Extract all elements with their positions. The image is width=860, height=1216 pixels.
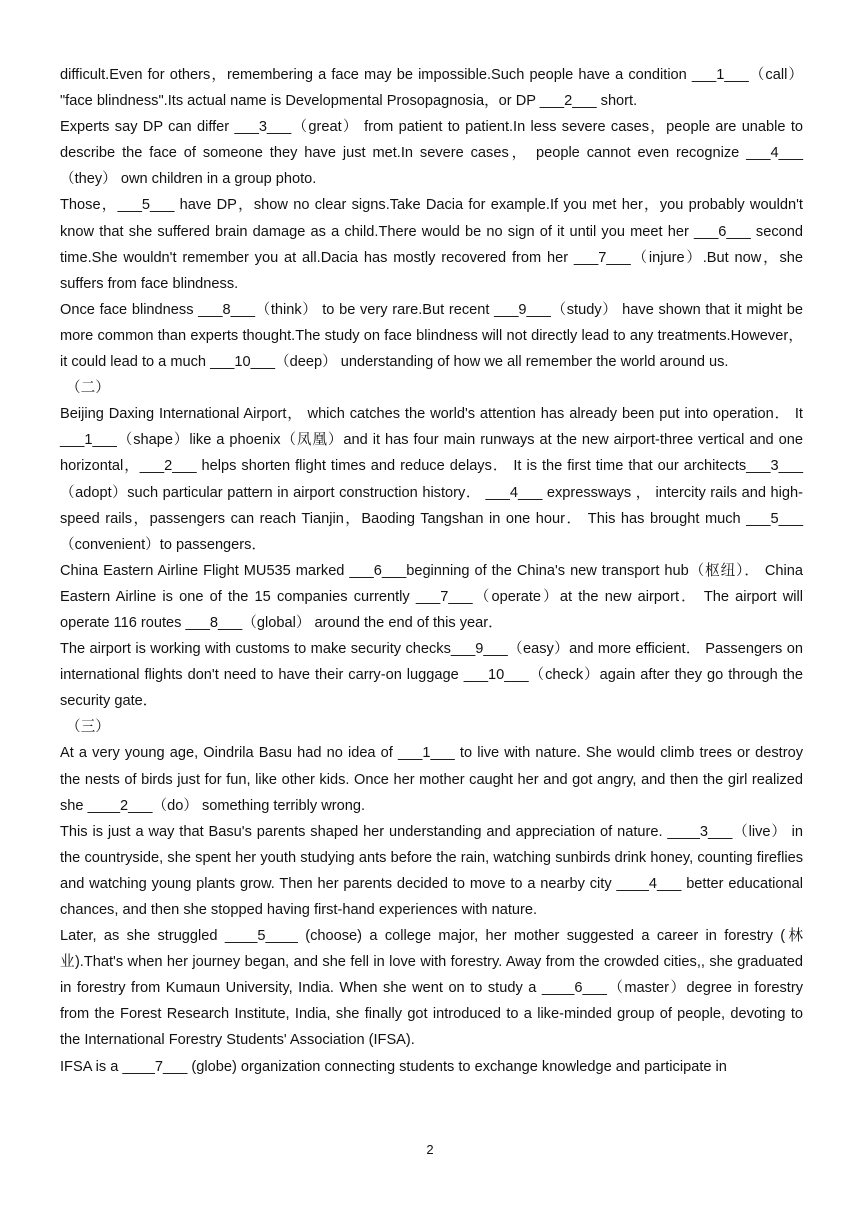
page-number: 2 — [426, 1142, 434, 1157]
paragraph: Once face blindness ___8___（think） to be very rare.But recent ___9___（study） have shown that it might be more common than experts thought.The study on face blindness will not directly lead to any treatments.However， it could lead to a much ___10___（deep） understanding of how we all remember the world around us. — [60, 301, 803, 371]
document-page — [60, 62, 803, 1080]
paragraph: China Eastern Airline Flight MU535 marked ___6___beginning of the China's new transport hub（枢纽）． China Eastern Airline is one of the 15 companies currently ___7___（operate）at the new airport． The airport will operate 116 routes ___8___（global） around the end of this year． — [60, 562, 803, 631]
paragraph: Beijing Daxing International Airport， which catches the world's attention has already been put into operation． It ___1___（shape）like a phoenix（凤凰）and it has four main runways at the new airport-three vertical and one horizontal，___2___ helps shorten flight times and reduce delays． It is the first time that our architects___3___（adopt）such particular pattern in airport construction history． ___4___ expressways ， intercity rails and high-speed rails，passengers can reach Tianjin，Baoding Tangshan in one hour． This has brought much ___5___（convenient）to passengers． — [60, 406, 803, 553]
section-heading: （三） — [66, 719, 110, 736]
paragraph: Those，___5___ have DP，show no clear signs.Take Dacia for example.If you met her，you probably wouldn't know that she suffered brain damage as a child.There would be no sign of it until you meet her ___6___ second time.She wouldn't remember you at all.Dacia has mostly recovered from her ___7___（injure）.But now，she suffers from face blindness. — [60, 197, 803, 292]
paragraph: difficult.Even for others，remembering a face may be impossible.Such people have a condition ___1___（call） "face blindness".Its actual name is Developmental Prosopagnosia，or DP ___2___ short. — [60, 67, 803, 110]
paragraph: IFSA is a ____7___ (globe) organization connecting students to exchange knowledge and participate in — [60, 1058, 727, 1075]
paragraph: At a very young age, Oindrila Basu had no idea of ___1___ to live with nature. She would climb trees or destroy the nests of birds just for fun, like other kids. Once her mother caught her and got angry, and then the girl realized she ____2___（do） something terribly wrong. — [60, 745, 803, 814]
section-heading: （二） — [66, 380, 110, 397]
paragraph: Later, as she struggled ____5____ (choose) a college major, her mother suggested a career in forestry (林业).That's when her journey began, and she fell in love with forestry. Away from the crowded cities,, she graduated in forestry from Kumaun University, India. When she went on to study a ____6___（master）degree in forestry from the Forest Research Institute, India, she finally got introduced to a like-minded group of people, devoting to the International Forestry Students' Association (IFSA). — [60, 928, 803, 1049]
paragraph: The airport is working with customs to make security checks___9___（easy）and more efficient． Passengers on international flights don't need to have their carry-on luggage ___10___（check）again after they go through the security gate． — [60, 641, 803, 710]
paragraph: This is just a way that Basu's parents shaped her understanding and appreciation of nature. ____3___（live） in the countryside, she spent her youth studying ants before the rain, watching sunbirds drink honey, counting fireflies and watching young plants grow. Then her parents decided to move to a nearby city ____4___ better educational chances, and then she stopped having first-hand experiences with nature. — [60, 823, 803, 918]
paragraph: Experts say DP can differ ___3___（great） from patient to patient.In less severe cases，people are unable to describe the face of someone they have just met.In severe cases， people cannot even recognize ___4___（they） own children in a group photo. — [60, 119, 803, 188]
